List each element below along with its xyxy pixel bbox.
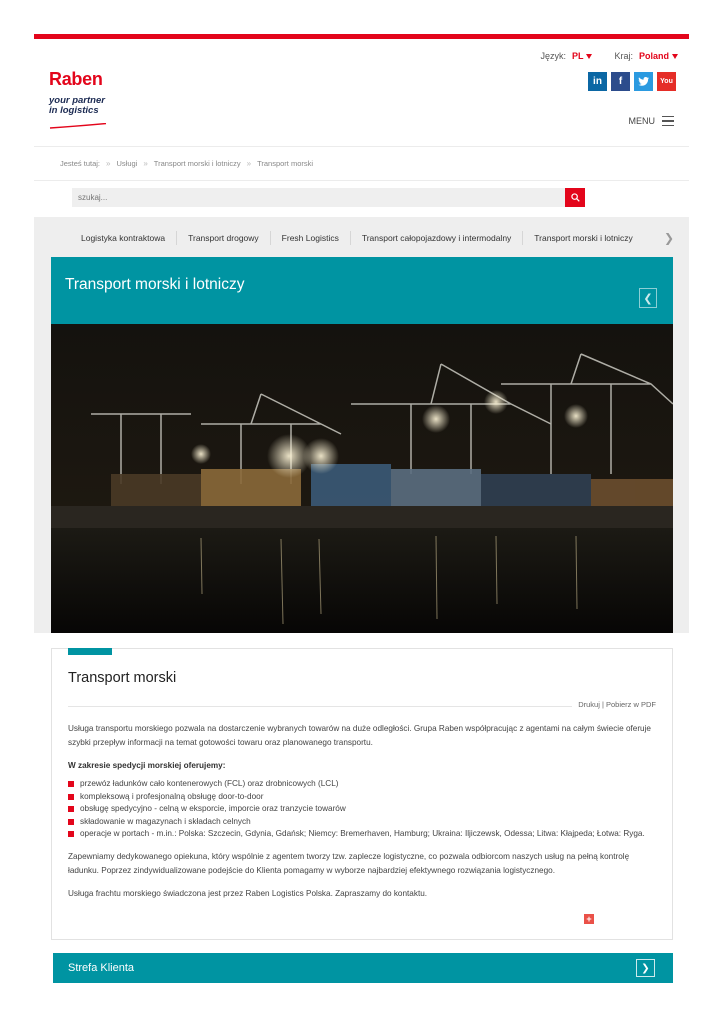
bullet-icon <box>68 794 74 800</box>
chevron-right-icon[interactable]: ❯ <box>636 959 655 977</box>
list-item: obsługę spedycyjno - celną w eksporcie, imporcie oraz tranzycie towarów <box>68 803 658 816</box>
breadcrumb-prefix: Jesteś tutaj: <box>60 159 101 168</box>
language-selector[interactable] <box>540 51 592 61</box>
tab-logistyka-kontraktowa[interactable]: Logistyka kontraktowa <box>70 231 177 245</box>
bullet-icon <box>68 819 74 825</box>
breadcrumb-item-transport-morski-i-lotniczy[interactable]: Transport morski i lotniczy <box>153 159 241 168</box>
logo-tagline-line2: in logistics <box>49 105 99 116</box>
article-intro: Usługa transportu morskiego pozwala na dostarczenie wybranych towarów na duże odległości. Grupa Raben współpracując z agentami na całym świecie oferuje szybki przepływ informacji na temat gotowości towaru oraz planowanego transportu. <box>68 724 651 747</box>
client-zone-label: Strefa Klienta <box>68 962 135 974</box>
country-value[interactable]: Poland <box>639 51 678 61</box>
service-tabs <box>70 229 676 247</box>
tab-transport-calopojazdowy[interactable]: Transport całopojazdowy i intermodalny <box>351 231 523 245</box>
divider <box>68 706 650 707</box>
plus-icon[interactable]: + <box>584 914 594 924</box>
search-input[interactable] <box>72 193 565 202</box>
tab-transport-drogowy[interactable]: Transport drogowy <box>177 231 271 245</box>
article-paragraph: Zapewniamy dedykowanego opiekuna, który wspólnie z agentem tworzy tzw. zaplecze logistyczne, co pozwala odbiorcom naszych usług na pełną kontrolę ładunku. Poprzez zindywidualizowane podejście do Klienta pomagamy w wyborze najbardziej efektywnego rozwiązania logistycznego. <box>68 851 630 875</box>
search-bar <box>72 188 585 207</box>
youtube-icon[interactable]: You <box>657 72 676 91</box>
client-zone-bar[interactable] <box>53 953 673 983</box>
hero-header <box>51 257 673 324</box>
logo-swoosh <box>49 123 107 129</box>
divider <box>34 146 689 147</box>
facebook-icon[interactable]: f <box>611 72 630 91</box>
social-links <box>588 72 676 91</box>
chevron-right-icon[interactable]: ❯ <box>664 231 675 245</box>
linkedin-icon[interactable]: in <box>588 72 607 91</box>
caret-down-icon <box>586 54 592 59</box>
chevron-right-icon: » <box>246 159 252 168</box>
country-selector[interactable] <box>614 51 678 61</box>
chevron-right-icon: » <box>106 159 111 168</box>
hamburger-icon <box>662 116 674 126</box>
bullet-icon <box>68 831 74 837</box>
article-paragraph: Usługa frachtu morskiego świadczona jest przez Raben Logistics Polska. Zapraszamy do kontaktu. <box>68 888 428 898</box>
list-item: przewóz ładunków cało kontenerowych (FCL) oraz drobnicowych (LCL) <box>68 778 658 791</box>
print-pdf-links[interactable]: Drukuj | Pobierz w PDF <box>572 700 656 709</box>
logo-tagline <box>49 96 119 116</box>
list-item: kompleksową i profesjonalną obsługę door-to-door <box>68 791 658 804</box>
bullet-icon <box>68 781 74 787</box>
country-label: Kraj: <box>614 51 633 61</box>
hero-title: Transport morski i lotniczy <box>65 276 245 293</box>
hero-image-port-at-night <box>51 324 673 633</box>
top-accent-bar <box>34 34 689 39</box>
list-item: operacje w portach - m.in.: Polska: Szczecin, Gdynia, Gdańsk; Niemcy: Bremerhaven, Hamburg; Ukraina: Iljiczewsk, Odessa; Litwa: Kłajpeda; Łotwa: Ryga. <box>68 828 658 841</box>
title-accent <box>68 648 112 655</box>
language-value[interactable]: PL <box>572 51 593 61</box>
logo-brand: Raben <box>49 69 103 89</box>
divider <box>34 180 689 181</box>
menu-button[interactable] <box>629 116 675 126</box>
bullet-icon <box>68 806 74 812</box>
locale-selectors <box>540 51 678 61</box>
article-card <box>51 648 673 940</box>
search-icon <box>571 193 580 202</box>
caret-down-icon <box>672 54 678 59</box>
logo-tagline-line1: your partner <box>49 95 105 106</box>
tab-fresh-logistics[interactable]: Fresh Logistics <box>271 231 351 245</box>
menu-label: MENU <box>628 116 655 126</box>
search-button[interactable] <box>565 188 585 207</box>
chevron-left-icon[interactable]: ❮ <box>639 288 657 308</box>
list-item: składowanie w magazynach i składach celnych <box>68 816 658 829</box>
breadcrumb-item-current: Transport morski <box>257 159 314 168</box>
breadcrumb <box>60 159 313 168</box>
chevron-right-icon: » <box>143 159 148 168</box>
article-title: Transport morski <box>68 670 177 686</box>
twitter-icon[interactable] <box>634 72 653 91</box>
article-body <box>68 722 658 910</box>
offer-list <box>68 778 658 841</box>
raben-logo[interactable] <box>49 70 119 134</box>
breadcrumb-item-uslugi[interactable]: Usługi <box>116 159 138 168</box>
language-label: Język: <box>540 51 566 61</box>
tab-transport-morski-i-lotniczy[interactable]: Transport morski i lotniczy <box>534 233 633 243</box>
list-heading: W zakresie spedycji morskiej oferujemy: <box>68 761 226 770</box>
